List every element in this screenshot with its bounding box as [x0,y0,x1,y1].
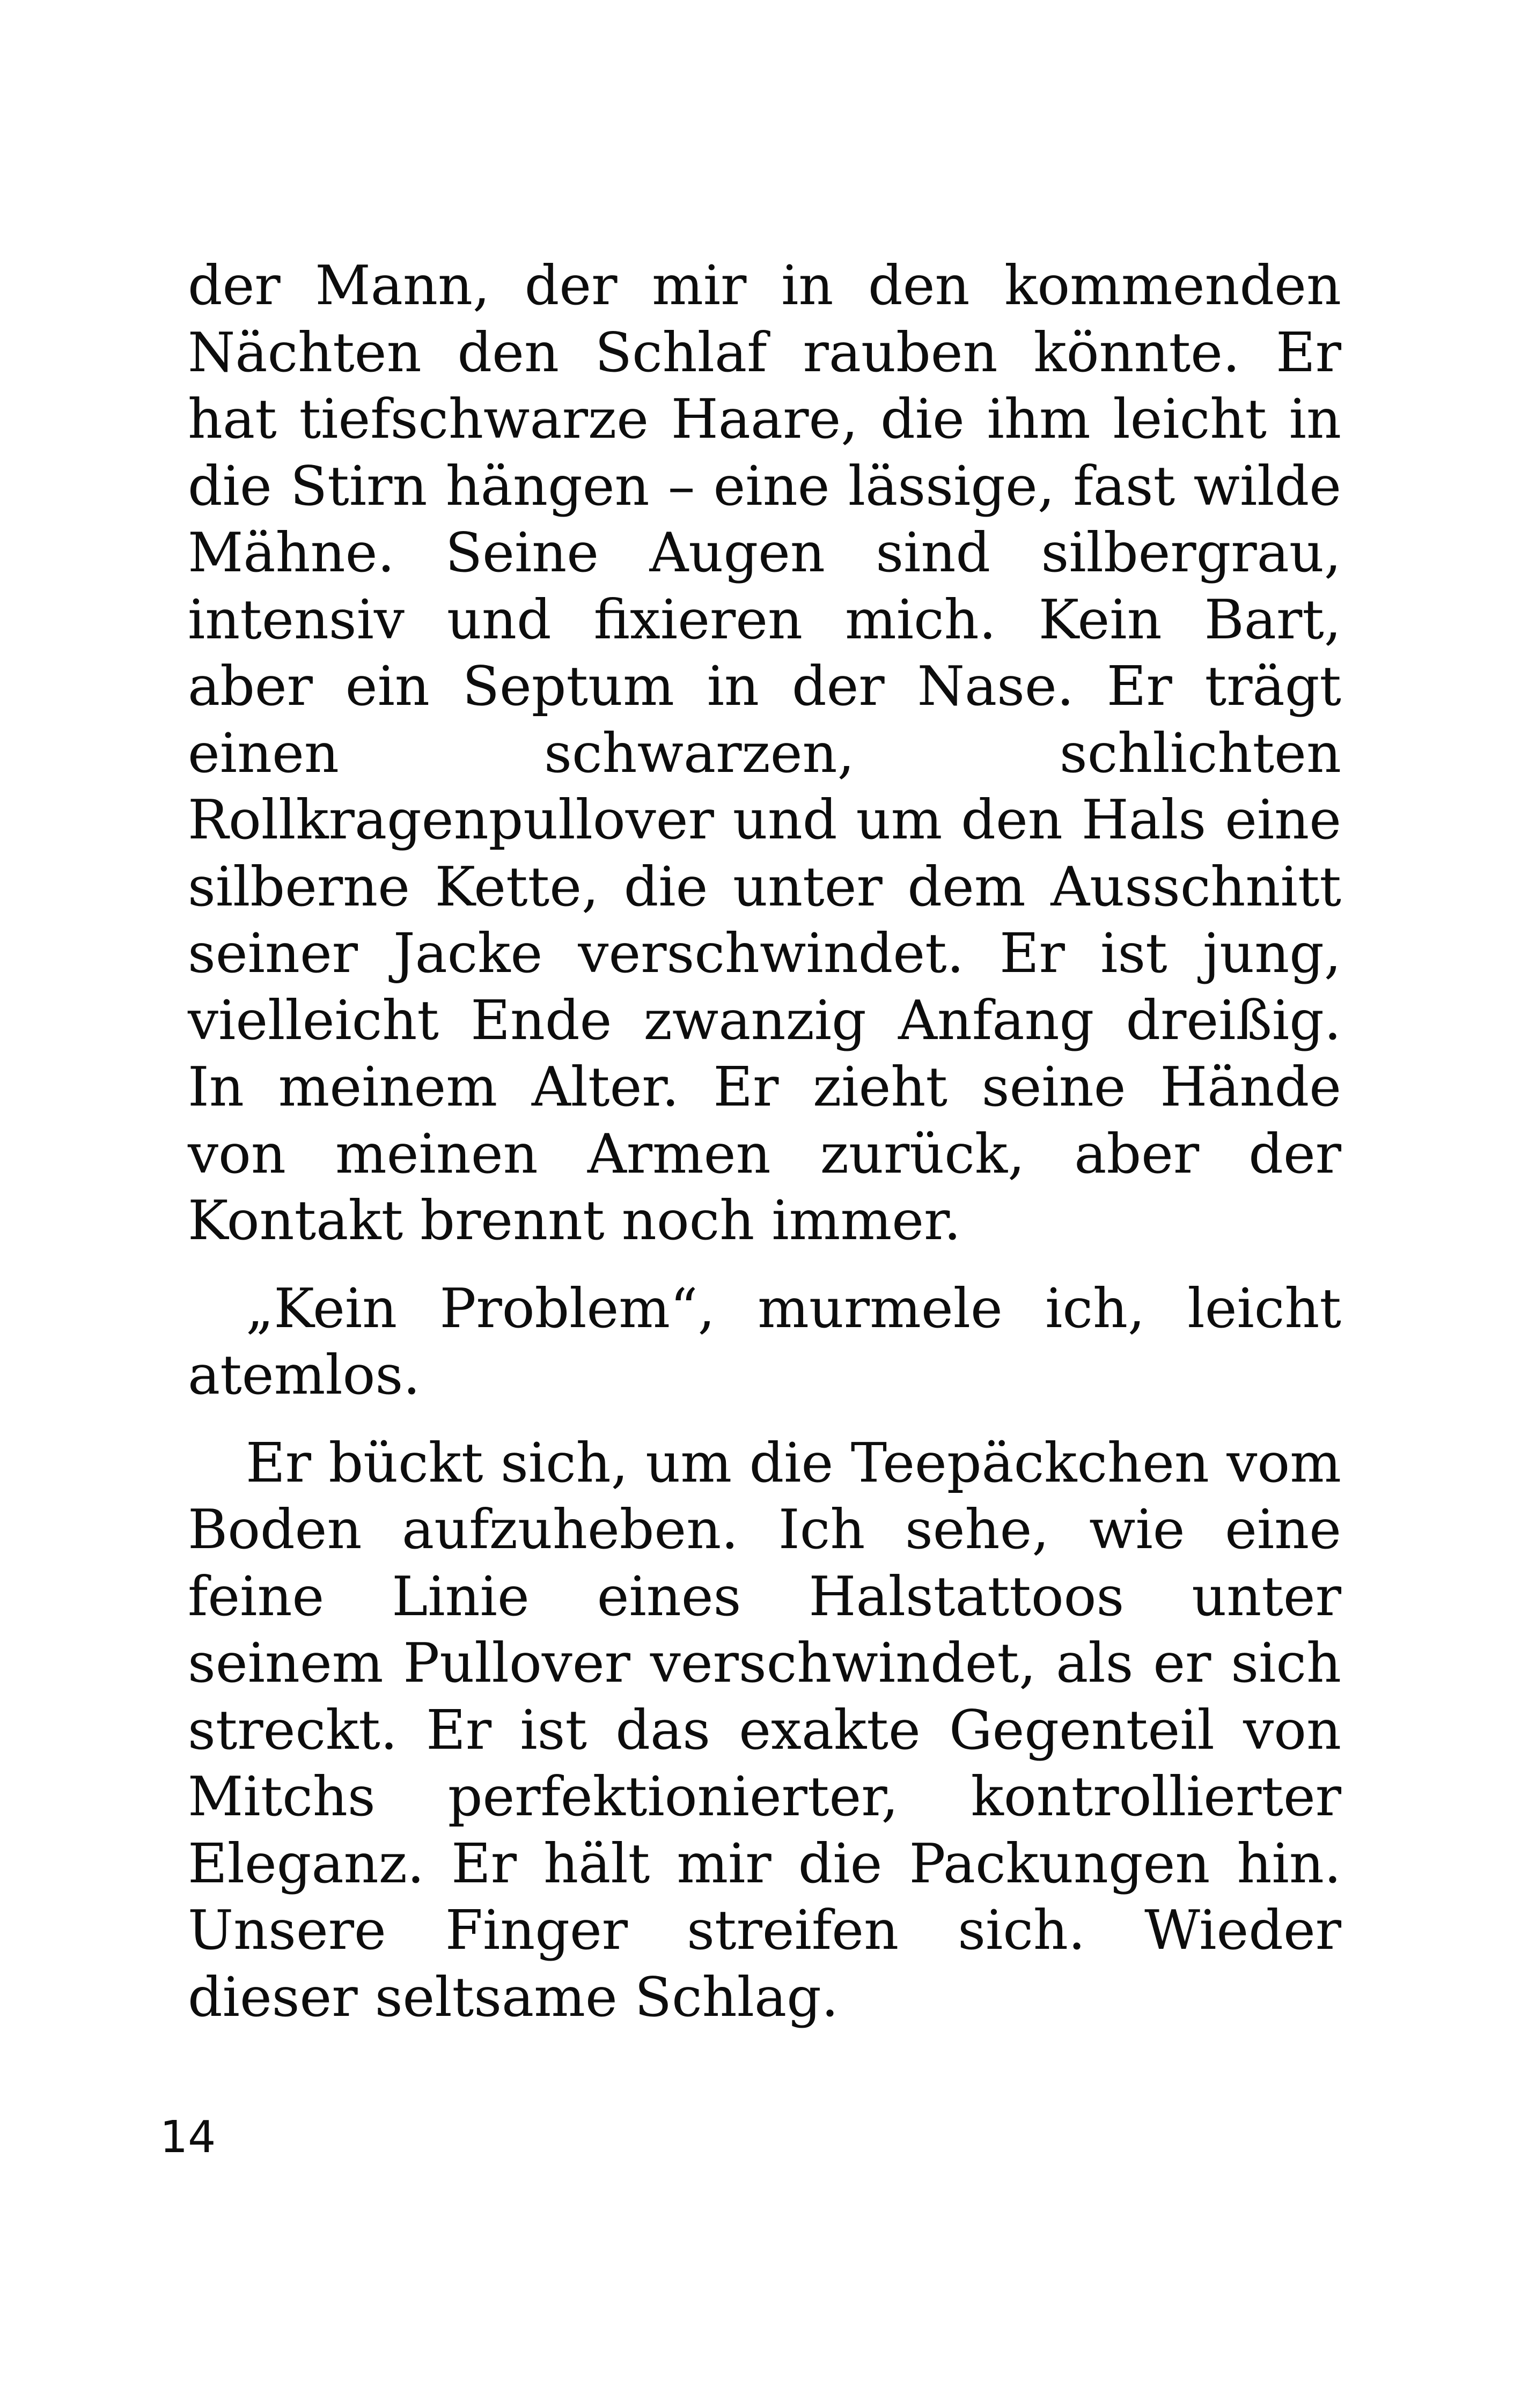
paragraph-dialogue: „Kein Problem“, murmele ich, leicht atemlos. [188,1276,1341,1406]
paragraph-continuation: der Mann, der mir in den kommenden Nächten den Schlaf rauben könnte. Er hat tiefschwarze Haare, die ihm leicht in die Stirn hängen – eine lässige, fast wilde Mähne. Seine Augen sind silbergrau, intensiv und fixieren mich. Kein Bart, aber ein Septum in der Nase. Er trägt einen schwarzen, schlichten Rollkragenpullover und um den Hals eine silberne Kette, die unter dem Ausschnitt seiner Jacke verschwindet. Er ist jung, vielleicht Ende zwanzig Anfang dreißig. In meinem Alter. Er zieht seine Hände von meinen Armen zurück, aber der Kontakt brennt noch immer. [188,254,1341,1252]
body-text [188,252,1341,2030]
page-number: 14 [160,2112,216,2163]
paragraph-narration: Er bückt sich, um die Teepäckchen vom Boden aufzuheben. Ich sehe, wie eine feine Linie eines Halstattoos unter seinem Pullover verschwindet, als er sich streckt. Er ist das exakte Gegenteil von Mitchs perfektionierter, kontrollierter Eleganz. Er hält mir die Packungen hin. Unsere Finger streifen sich. Wieder dieser seltsame Schlag. [188,1431,1341,2029]
